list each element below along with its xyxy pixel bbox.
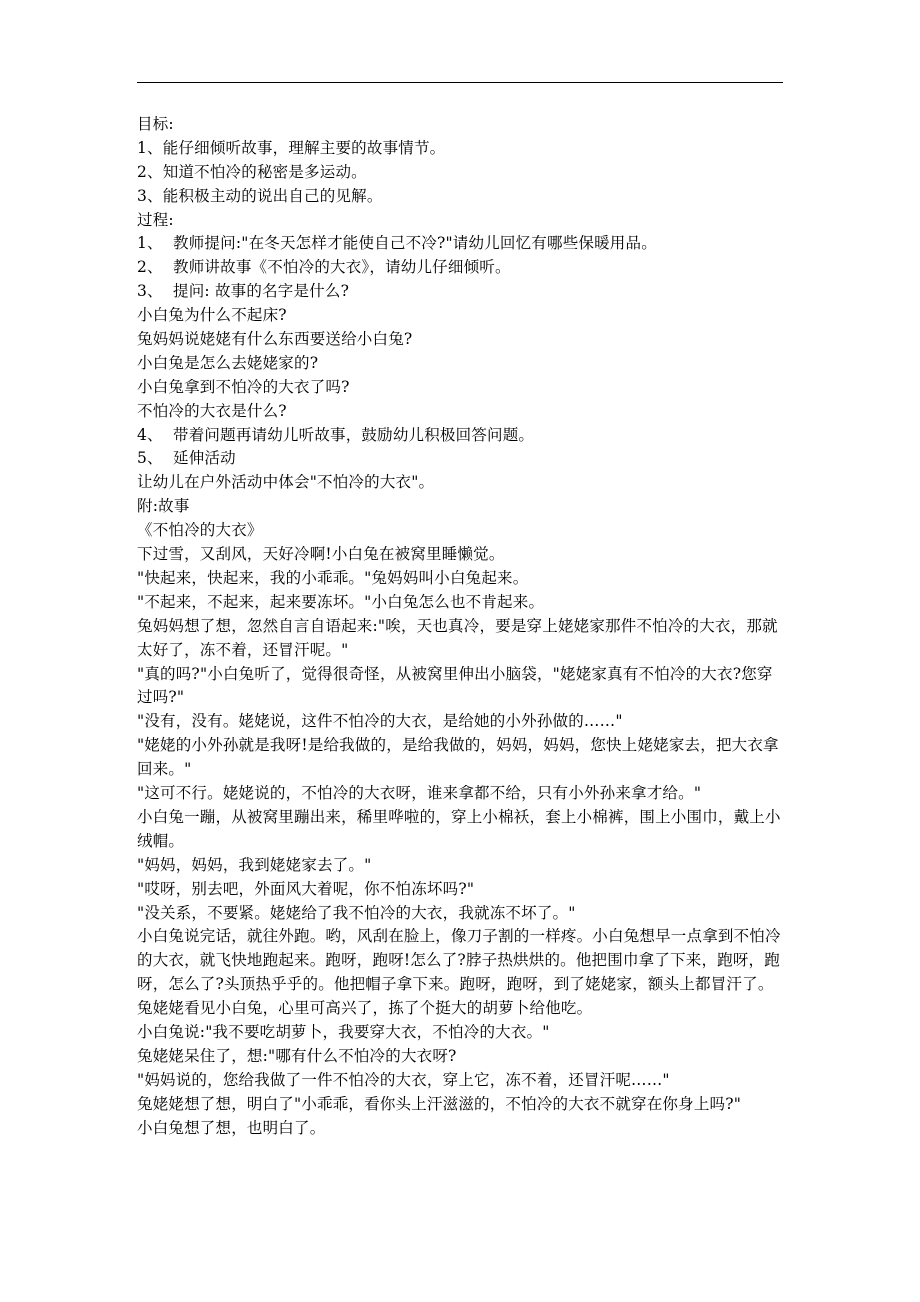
story-paragraph: 小白兔一蹦，从被窝里蹦出来，稀里哗啦的，穿上小棉袄，套上小棉裤，围上小围巾，戴上小绒帽。	[137, 807, 781, 850]
question-item: 兔妈妈说姥姥有什么东西要送给小白兔?	[137, 330, 413, 349]
story-paragraph: 兔姥姥呆住了，想:"哪有什么不怕冷的大衣呀?	[137, 1047, 457, 1066]
story-title: 《不怕冷的大衣》	[137, 521, 263, 540]
goal-item: 1、能仔细倾听故事，理解主要的故事情节。	[137, 138, 446, 157]
process-step: 2、 教师讲故事《不怕冷的大衣》，请幼儿仔细倾听。	[137, 258, 511, 277]
question-item: 小白兔是怎么去姥姥家的?	[137, 353, 319, 372]
story-paragraph: "哎呀，别去吧，外面风大着呢，你不怕冻坏吗?"	[137, 879, 475, 898]
story-line: "快起来，快起来，我的小乖乖。"兔妈妈叫小白兔起来。	[137, 568, 529, 587]
goal-item: 2、知道不怕冷的秘密是多运动。	[137, 162, 367, 181]
story-paragraph: "没关系，不要紧。姥姥给了我不怕冷的大衣，我就冻不坏了。"	[137, 903, 576, 922]
story-paragraph: "妈妈说的，您给我做了一件不怕冷的大衣，穿上它，冻不着，还冒汗呢……"	[137, 1070, 670, 1089]
document-body	[137, 113, 787, 1141]
story-line: 下过雪，又刮风，天好冷啊!小白兔在被窝里睡懒觉。	[137, 545, 505, 564]
story-paragraph: "真的吗?"小白兔听了，觉得很奇怪，从被窝里伸出小脑袋，"姥姥家真有不怕冷的大衣?您穿过吗?"	[137, 664, 773, 707]
section-heading-process: 过程:	[137, 210, 174, 229]
story-paragraph: "这可不行。姥姥说的，不怕冷的大衣呀，谁来拿都不给，只有小外孙来拿才给。"	[137, 784, 702, 803]
story-paragraph: 兔妈妈想了想，忽然自言自语起来:"唉，天也真冷，要是穿上姥姥家那件不怕冷的大衣，那就太好了，冻不着，还冒汗呢。"	[137, 616, 778, 659]
story-paragraph: 小白兔说完话，就往外跑。哟，风刮在脸上，像刀子割的一样疼。小白兔想早一点拿到不怕冷的大衣，就飞快地跑起来。跑呀，跑呀!怎么了?脖子热烘烘的。他把围巾拿了下来，跑呀，跑呀，怎么了?头顶热乎乎的。他把帽子拿下来。跑呀，跑呀，到了姥姥家，额头上都冒汗了。	[137, 927, 781, 994]
appendix-heading: 附:故事	[137, 497, 190, 516]
goal-item: 3、能积极主动的说出自己的见解。	[137, 186, 383, 205]
header-divider	[137, 82, 783, 83]
story-line: "不起来，不起来，起来要冻坏。"小白兔怎么也不肯起来。	[137, 592, 545, 611]
story-paragraph: 兔姥姥看见小白兔，心里可高兴了，拣了个挺大的胡萝卜给他吃。	[137, 999, 593, 1018]
story-paragraph: "妈妈，妈妈，我到姥姥家去了。"	[137, 855, 372, 874]
process-step: 5、 延伸活动	[137, 449, 236, 468]
question-item: 小白兔拿到不怕冷的大衣了吗?	[137, 377, 350, 396]
question-item: 小白兔为什么不起床?	[137, 306, 287, 325]
story-paragraph: "没有，没有。姥姥说，这件不怕冷的大衣，是给她的小外孙做的……"	[137, 712, 623, 731]
story-paragraph: 小白兔说:"我不要吃胡萝卜，我要穿大衣，不怕冷的大衣。"	[137, 1023, 550, 1042]
question-item: 不怕冷的大衣是什么?	[137, 401, 287, 420]
story-paragraph: "姥姥的小外孙就是我呀!是给我做的，是给我做的，妈妈，妈妈，您快上姥姥家去，把大衣拿回来。"	[137, 736, 779, 779]
story-paragraph: 小白兔想了想，也明白了。	[137, 1118, 326, 1137]
process-step: 4、 带着问题再请幼儿听故事，鼓励幼儿积极回答问题。	[137, 425, 535, 444]
section-heading-goals: 目标:	[137, 115, 174, 133]
extension-activity: 让幼儿在户外活动中体会"不怕冷的大衣"。	[137, 473, 435, 492]
process-step: 3、 提问: 故事的名字是什么?	[137, 282, 350, 301]
story-paragraph: 兔姥姥想了想，明白了"小乖乖，看你头上汗滋滋的，不怕冷的大衣不就穿在你身上吗?"	[137, 1094, 742, 1113]
process-step: 1、 教师提问:"在冬天怎样才能使自己不冷?"请幼儿回忆有哪些保暖用品。	[137, 234, 657, 253]
